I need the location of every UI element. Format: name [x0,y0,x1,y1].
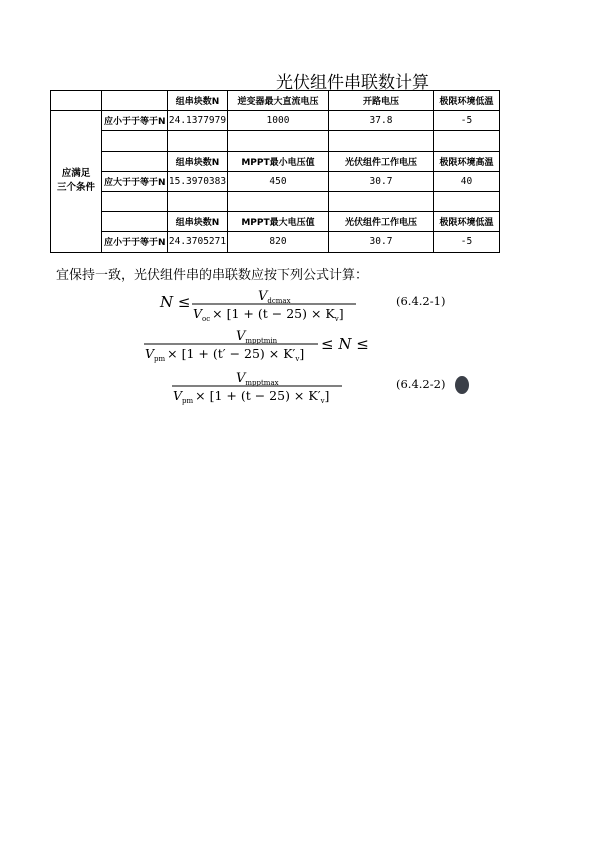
header-cell: 光伏组件工作电压 [329,151,434,171]
conditions-label-line1: 应满足 [61,168,91,180]
header-cell: MPPT最小电压值 [228,151,329,171]
header-cell: 极限环境低温 [434,212,500,232]
formula-3-denominator: $V_{pm} \times [1 + (t - 25) \times K'_v]$ [173,388,330,405]
formula-1-numerator: $V_{dcmax}$ [258,289,291,305]
formula-1-denominator: $V_{oc} \times [1 + (t - 25) \times K_v]$ [193,306,344,323]
header-cell: 开路电压 [329,91,434,111]
value-cell: 24.3705271 [168,232,228,252]
header-cell: MPPT最大电压值 [228,212,329,232]
equation-number-2: (6.4.2-2) [396,377,446,391]
value-cell: 30.7 [329,232,434,252]
header-cell: 极限环境低温 [434,91,500,111]
header-cell: 光伏组件工作电压 [329,212,434,232]
header-cell: 组串块数N [168,91,228,111]
formula-2-numerator: $V_{mpptmin}$ [236,329,278,345]
value-cell: -5 [434,111,500,131]
header-cell: 极限环境高温 [434,151,500,171]
value-cell: 40 [434,171,500,191]
formula-2-denominator: $V_{pm} \times [1 + (t' - 25) \times K'_v]$ [145,346,305,363]
value-cell: 820 [228,232,329,252]
formula-2-rhs: ≤ N ≤ [321,335,369,353]
condition-cell: 应小于于等于N [102,111,168,131]
header-cell: 组串块数N [168,151,228,171]
value-cell: 24.1377979 [168,111,228,131]
value-cell: 37.8 [329,111,434,131]
formula-1-lhs: N ≤ [160,293,191,311]
value-cell: -5 [434,232,500,252]
header-cell: 组串块数N [168,212,228,232]
condition-cell: 应大于于等于N [102,171,168,191]
formula-3-numerator: $V_{mpptmax}$ [236,371,279,387]
conditions-label-line2: 三个条件 [56,182,95,194]
intro-text: 宜保持一致，光伏组件串的串联数应按下列公式计算： [56,268,369,283]
header-cell: 逆变器最大直流电压 [228,91,329,111]
value-cell: 15.3970383 [168,171,228,191]
equation-number-1: (6.4.2-1) [396,294,446,308]
page-title: 光伏组件串联数计算 [276,73,429,93]
condition-cell: 应小于于等于N [102,232,168,252]
value-cell: 1000 [228,111,329,131]
value-cell: 30.7 [329,171,434,191]
dark-circle-icon [455,376,469,394]
value-cell: 450 [228,171,329,191]
